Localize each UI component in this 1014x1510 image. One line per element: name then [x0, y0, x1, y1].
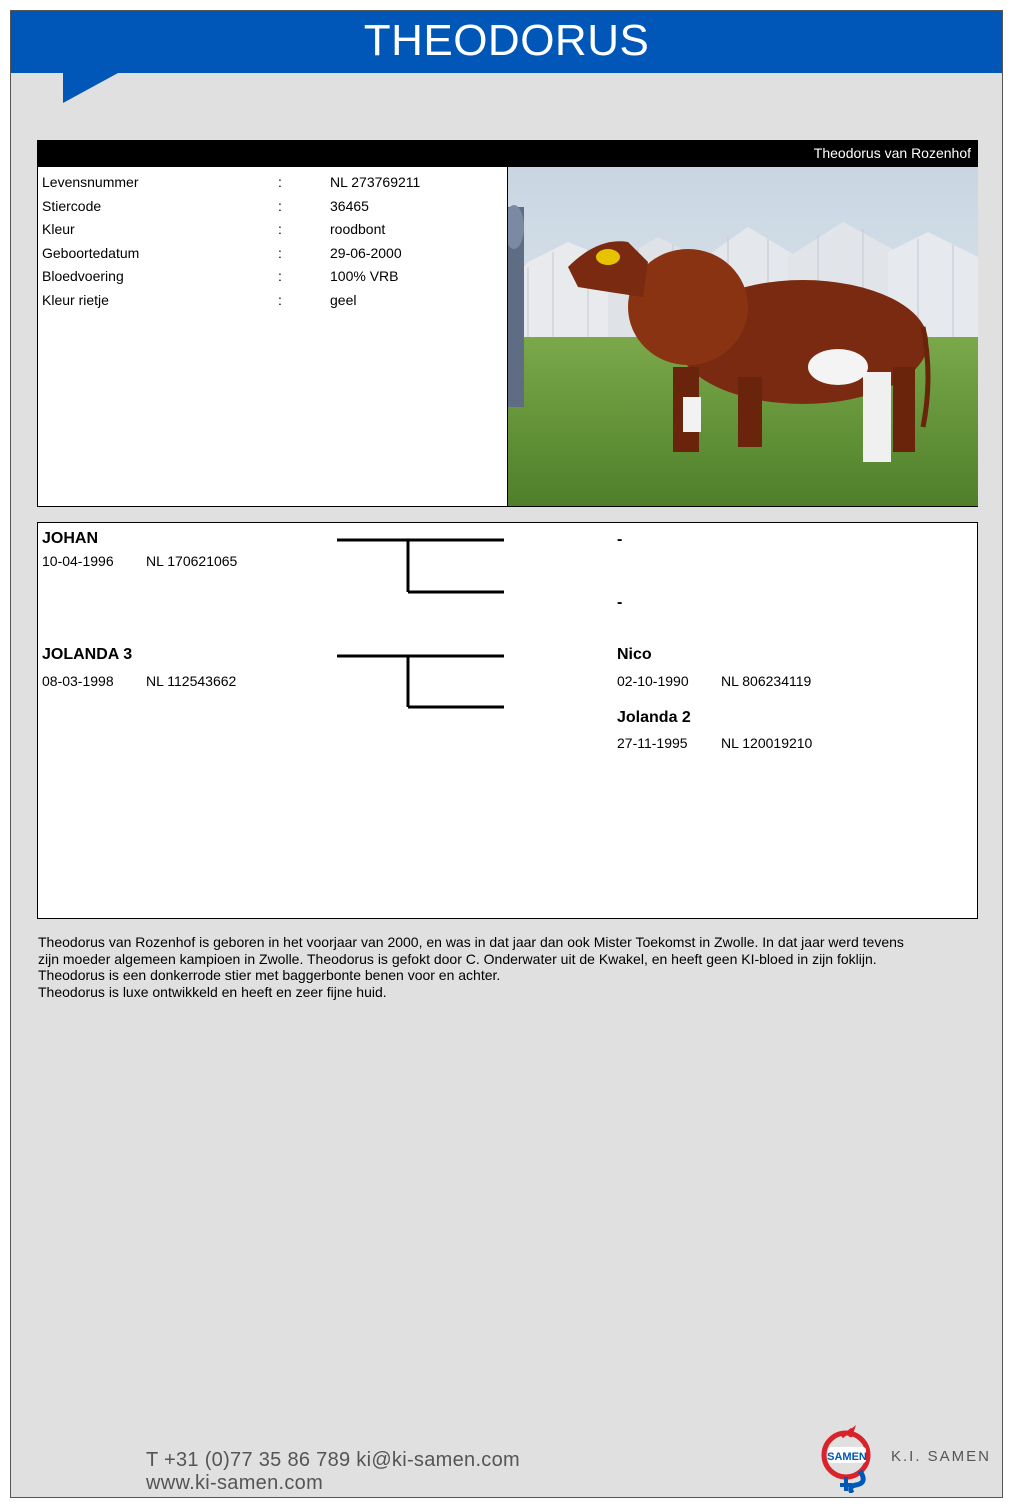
sire-name: JOHAN [42, 530, 99, 547]
description-line: Theodorus is een donkerrode stier met baggerbonte benen voor en achter. [38, 967, 501, 983]
samen-logo-icon [816, 1423, 886, 1493]
dam-details [42, 673, 237, 689]
info-row-levensnummer [42, 171, 502, 195]
header-tab-decoration [63, 73, 118, 103]
photo-caption: Theodorus van Rozenhof [813, 145, 971, 161]
description-line: Theodorus van Rozenhof is geboren in het voorjaar van 2000, en was in dat jaar dan ook Mister Toekomst in Zwolle. In dat jaar werd tevens [38, 934, 904, 950]
dam-dam-details [617, 735, 813, 751]
info-separator: : [278, 197, 282, 214]
info-separator: : [278, 221, 282, 237]
page [10, 10, 1003, 1498]
info-separator: : [278, 291, 282, 308]
logo-wordmark: K.I. SAMEN [891, 1448, 992, 1465]
info-label: Kleur [42, 221, 75, 237]
info-label: Geboortedatum [42, 244, 140, 261]
bull-photo-illustration [508, 167, 978, 506]
samen-logo [816, 1423, 886, 1498]
bull-photo [507, 167, 978, 506]
info-row-kleur [42, 218, 502, 242]
info-row-kleur-rietje [42, 289, 502, 313]
dam-sire-birthdate: 02-10-1990 [617, 673, 689, 689]
info-label: Stiercode [42, 197, 102, 214]
info-separator: : [278, 268, 282, 284]
info-value: 36465 [330, 197, 369, 214]
dam-number: NL 112543662 [146, 673, 237, 689]
sire-dam-name: - [617, 594, 623, 611]
info-value: 29-06-2000 [330, 244, 402, 261]
info-row-stiercode [42, 195, 502, 219]
footer-phone-email: T +31 (0)77 35 86 789 ki@ki-samen.com [146, 1449, 520, 1471]
description-text [38, 934, 983, 1000]
footer-contact [146, 1449, 520, 1495]
dam-sire-name: Nico [617, 646, 652, 663]
info-caption-bar [38, 141, 977, 167]
dam-dam-name: Jolanda 2 [617, 709, 691, 726]
description-line: Theodorus is luxe ontwikkeld en heeft en zeer fijne huid. [38, 983, 387, 1000]
info-value: geel [330, 291, 357, 308]
page-title: THEODORUS [363, 16, 650, 65]
info-label: Levensnummer [42, 174, 139, 190]
dam-name: JOLANDA 3 [42, 646, 133, 663]
info-value: roodbont [330, 221, 386, 237]
info-separator: : [278, 174, 282, 190]
logo-badge-text: SAMEN [827, 1451, 867, 1463]
sire-birthdate: 10-04-1996 [42, 553, 114, 569]
dam-birthdate: 08-03-1998 [42, 673, 114, 689]
dam-dam-number: NL 120019210 [721, 735, 813, 751]
dam-dam-birthdate: 27-11-1995 [617, 735, 688, 751]
header-bar [11, 11, 1002, 73]
info-row-geboortedatum [42, 242, 502, 266]
info-table [42, 171, 502, 312]
dam-sire-details [617, 673, 812, 689]
sire-sire-name: - [617, 531, 623, 548]
info-separator: : [278, 244, 282, 261]
info-panel [37, 140, 978, 507]
info-value: 100% VRB [330, 268, 399, 284]
info-value: NL 273769211 [330, 174, 421, 190]
sire-details [42, 553, 238, 569]
sire-number: NL 170621065 [146, 553, 238, 569]
info-row-bloedvoering [42, 265, 502, 289]
pedigree-panel [37, 522, 978, 919]
info-label: Kleur rietje [42, 291, 109, 308]
info-label: Bloedvoering [42, 268, 124, 284]
footer-website: www.ki-samen.com [146, 1472, 324, 1494]
dam-sire-number: NL 806234119 [721, 673, 812, 689]
pedigree-connector-lines [38, 523, 979, 920]
description-line: zijn moeder algemeen kampioen in Zwolle. Theodorus is gefokt door C. Onderwater uit de Kwakel, en heeft geen KI-bloed in zijn foklijn. [38, 950, 877, 967]
